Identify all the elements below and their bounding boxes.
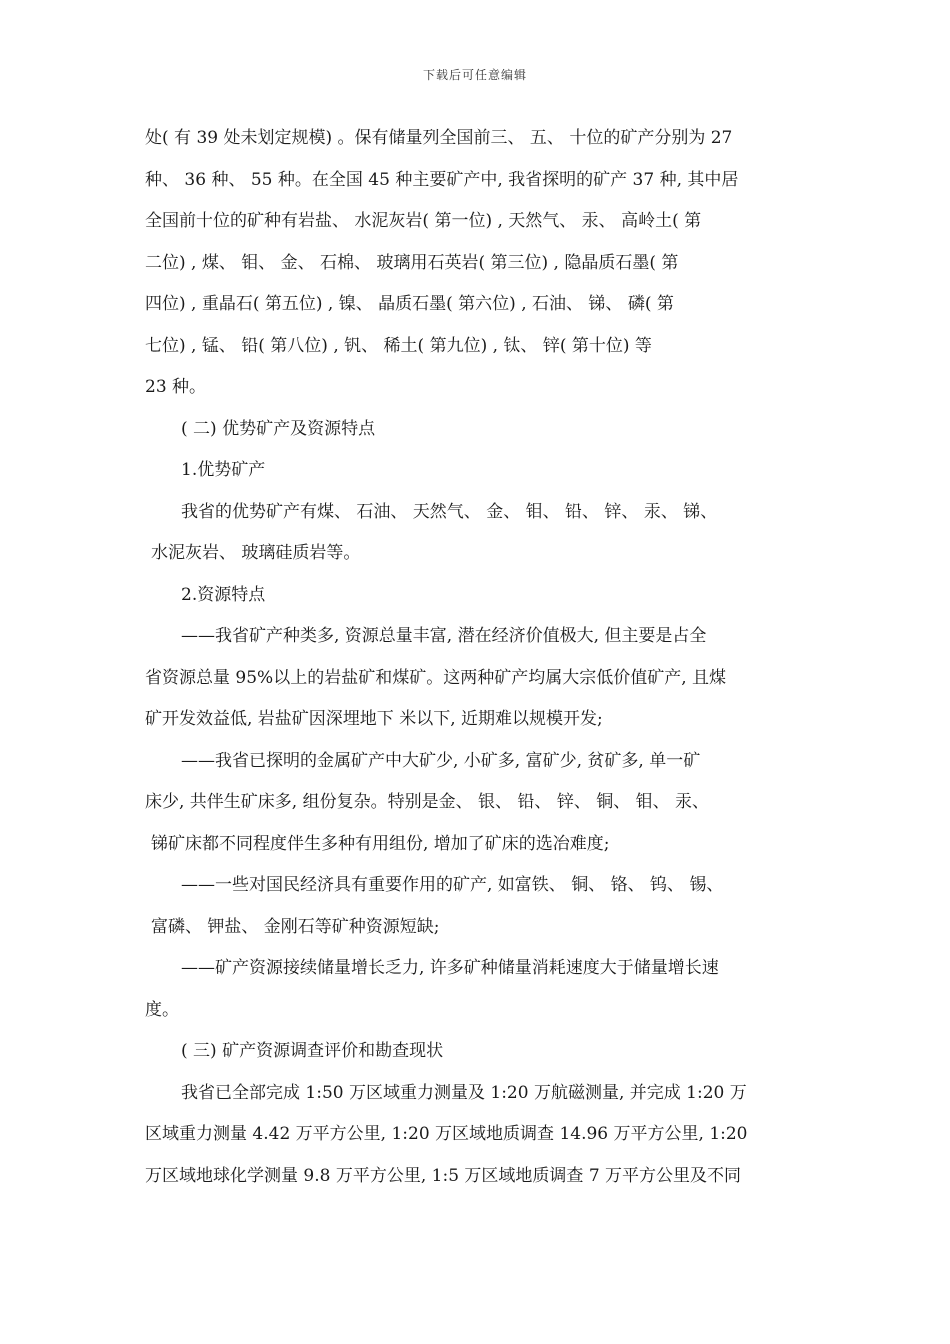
text-line: 富磷、 钾盐、 金刚石等矿种资源短缺;: [151, 916, 440, 937]
text-line: ——我省矿产种类多, 资源总量丰富, 潜在经济价值极大, 但主要是占全: [181, 626, 707, 646]
text-line: 23 种。: [145, 377, 207, 397]
text-line: 锑矿床都不同程度伴生多种有用组份, 增加了矿床的选冶难度;: [151, 833, 610, 854]
text-line: ——一些对国民经济具有重要作用的矿产, 如富铁、 铜、 铬、 钨、 锡、: [181, 875, 724, 895]
document-body: [145, 118, 809, 1197]
text-line: ——我省已探明的金属矿产中大矿少, 小矿多, 富矿少, 贫矿多, 单一矿: [181, 750, 701, 771]
text-line: 水泥灰岩、 玻璃硅质岩等。: [151, 543, 361, 563]
text-line: 四位) , 重晶石( 第五位) , 镍、 晶质石墨( 第六位) , 石油、 锑、 磷( 第: [145, 294, 674, 314]
text-line: 七位) , 锰、 铅( 第八位) , 钒、 稀土( 第九位) , 钛、 锌( 第十位) 等: [145, 335, 652, 356]
text-line: 处( 有 39 处未划定规模) 。保有储量列全国前三、 五、 十位的矿产分别为 27: [145, 128, 733, 148]
text-line: ——矿产资源接续储量增长乏力, 许多矿种储量消耗速度大于储量增长速: [181, 958, 719, 978]
text-line: 我省的优势矿产有煤、 石油、 天然气、 金、 钼、 铅、 锌、 汞、 锑、: [181, 501, 718, 522]
page-header: 下载后可任意编辑: [422, 68, 527, 82]
text-line: 省资源总量 95%以上的岩盐矿和煤矿。这两种矿产均属大宗低价值矿产, 且煤: [145, 667, 726, 688]
text-line: 床少, 共伴生矿床多, 组份复杂。特别是金、 银、 铅、 锌、 铜、 钼、 汞、: [145, 792, 710, 812]
text-line: 二位) , 煤、 钼、 金、 石棉、 玻璃用石英岩( 第三位) , 隐晶质石墨( 第: [145, 252, 679, 273]
text-line: 万区域地球化学测量 9.8 万平方公里, 1:5 万区域地质调查 7 万平方公里及不同: [145, 1165, 742, 1186]
text-line: 1.优势矿产: [181, 460, 266, 480]
text-line: 矿开发效益低, 岩盐矿因深埋地下 米以下, 近期难以规模开发;: [145, 709, 603, 729]
text-line: 区域重力测量 4.42 万平方公里, 1:20 万区域地质调查 14.96 万平方公里, 1:20: [145, 1124, 748, 1144]
text-line: 种、 36 种、 55 种。在全国 45 种主要矿产中, 我省探明的矿产 37 种, 其中居: [145, 169, 739, 190]
text-line: ( 二) 优势矿产及资源特点: [181, 418, 376, 439]
text-line: ( 三) 矿产资源调查评价和勘查现状: [181, 1041, 444, 1061]
text-line: 度。: [145, 999, 179, 1020]
text-line: 2.资源特点: [181, 584, 266, 605]
text-line: 全国前十位的矿种有岩盐、 水泥灰岩( 第一位) , 天然气、 汞、 高岭土( 第: [145, 211, 702, 231]
text-line: 我省已全部完成 1:50 万区域重力测量及 1:20 万航磁测量, 并完成 1:20 万: [181, 1082, 747, 1103]
